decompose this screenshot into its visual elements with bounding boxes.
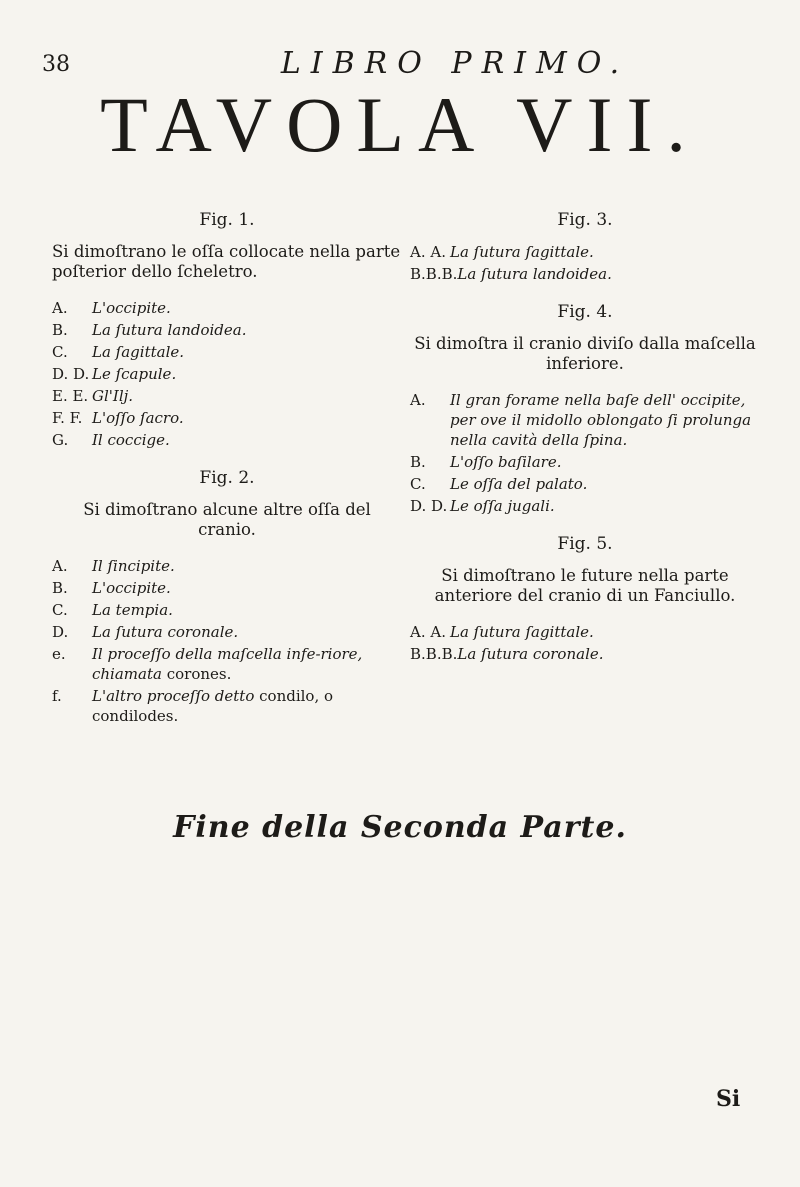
legend-key: D. D.: [52, 365, 90, 383]
legend-text: La ſutura ſagittale.: [450, 623, 594, 641]
legend-text: L'oſſo baſilare.: [450, 453, 562, 471]
catchword: Si: [716, 1086, 741, 1112]
fig-4-legend: [410, 390, 760, 516]
legend-item: [52, 600, 402, 620]
plate-title: TAVOLA VII.: [100, 81, 700, 168]
legend-item: [52, 364, 402, 384]
right-column: [410, 210, 760, 682]
page-number: 38: [42, 52, 70, 77]
legend-key: f.: [52, 687, 62, 705]
legend-key: C.: [52, 601, 68, 619]
legend-item: [410, 264, 760, 284]
legend-item: [410, 390, 760, 450]
fig-4-description: Si dimoſtra il cranio diviſo dalla maſcella inferiore.: [414, 334, 756, 373]
legend-key: B.: [410, 453, 426, 471]
legend-key: B.B.B.: [410, 645, 458, 663]
legend-text: Il proceſſo della maſcella infe-riore, chiamata: [92, 645, 363, 683]
legend-key: G.: [52, 431, 69, 449]
legend-item: [410, 496, 760, 516]
legend-item: [410, 474, 760, 494]
legend-key: C.: [52, 343, 68, 361]
legend-text: L'occipite.: [92, 299, 171, 317]
legend-text: Il gran forame nella baſe dell' occipite, per ove il midollo oblongato ſi prolunga nella cavità della ſpina.: [450, 391, 752, 449]
fig-2-heading: Fig. 2.: [199, 468, 255, 488]
fig-3-heading: Fig. 3.: [557, 210, 613, 230]
legend-key: F. F.: [52, 409, 83, 427]
legend-key: A.: [52, 557, 68, 575]
legend-item: [410, 452, 760, 472]
legend-text: Le oſſa jugali.: [450, 497, 555, 515]
left-column: [52, 210, 402, 744]
legend-text: L'oſſo ſacro.: [92, 409, 184, 427]
legend-key: B.B.B.: [410, 265, 458, 283]
legend-key: B.: [52, 579, 68, 597]
legend-item: [52, 430, 402, 450]
running-head: [40, 46, 760, 80]
legend-text: La ſutura coronale.: [457, 645, 604, 663]
legend-key: A.: [52, 299, 68, 317]
legend-item: [52, 342, 402, 362]
legend-text: Il coccige.: [92, 431, 170, 449]
legend-text: L'occipite.: [92, 579, 171, 597]
legend-text: La ſutura landoidea.: [457, 265, 612, 283]
fig-5-legend: [410, 622, 760, 664]
legend-text: Le ſcapule.: [92, 365, 177, 383]
legend-key: D. D.: [410, 497, 448, 515]
legend-key: A.: [410, 391, 426, 409]
legend-text: Il ſincipite.: [92, 557, 175, 575]
fig-1-description: Si dimoſtrano le oſſa collocate nella parte poſterior dello ſcheletro.: [52, 242, 401, 281]
fig-1-legend: [52, 298, 402, 450]
legend-text: La ſutura landoidea.: [92, 321, 247, 339]
fig-3-legend: [410, 242, 760, 284]
fig-5-description: Si dimoſtrano le future nella parte anteriore del cranio di un Fanciullo.: [434, 566, 736, 605]
legend-item: [52, 386, 402, 406]
end-of-part-title: Fine della Seconda Parte.: [173, 810, 627, 845]
legend-item: [52, 298, 402, 318]
legend-key: A. A.: [410, 243, 446, 261]
legend-key: B.: [52, 321, 68, 339]
legend-item: [52, 556, 402, 576]
legend-item: [52, 644, 402, 684]
fig-4-heading: Fig. 4.: [557, 302, 613, 322]
legend-text: Le oſſa del palato.: [450, 475, 588, 493]
legend-text: La ſutura ſagittale.: [450, 243, 594, 261]
legend-key: E. E.: [52, 387, 89, 405]
legend-key: D.: [52, 623, 69, 641]
legend-item: [52, 408, 402, 428]
legend-text: Gl'Ilj.: [92, 387, 134, 405]
legend-text: La ſutura coronale.: [92, 623, 239, 641]
legend-text: L'altro proceſſo detto: [92, 687, 255, 705]
legend-item: [52, 578, 402, 598]
legend-key: A. A.: [410, 623, 446, 641]
legend-item: [410, 622, 760, 642]
legend-item: [52, 622, 402, 642]
legend-text-roman: condilo, o condilodes.: [92, 687, 334, 725]
book-title: LIBRO PRIMO.: [280, 46, 630, 81]
fig-2-description: Si dimoſtrano alcune altre oſſa del cranio.: [83, 500, 371, 539]
legend-key: C.: [410, 475, 426, 493]
fig-1-heading: Fig. 1.: [199, 210, 255, 230]
legend-text-roman: corones.: [161, 665, 232, 683]
legend-text: La ſagittale.: [92, 343, 185, 361]
fig-5-heading: Fig. 5.: [557, 534, 613, 554]
legend-key: e.: [52, 645, 66, 663]
fig-2-legend: [52, 556, 402, 726]
legend-item: [410, 644, 760, 664]
legend-item: [410, 242, 760, 262]
legend-item: [52, 320, 402, 340]
legend-text: La tempia.: [92, 601, 173, 619]
legend-item: [52, 686, 402, 726]
